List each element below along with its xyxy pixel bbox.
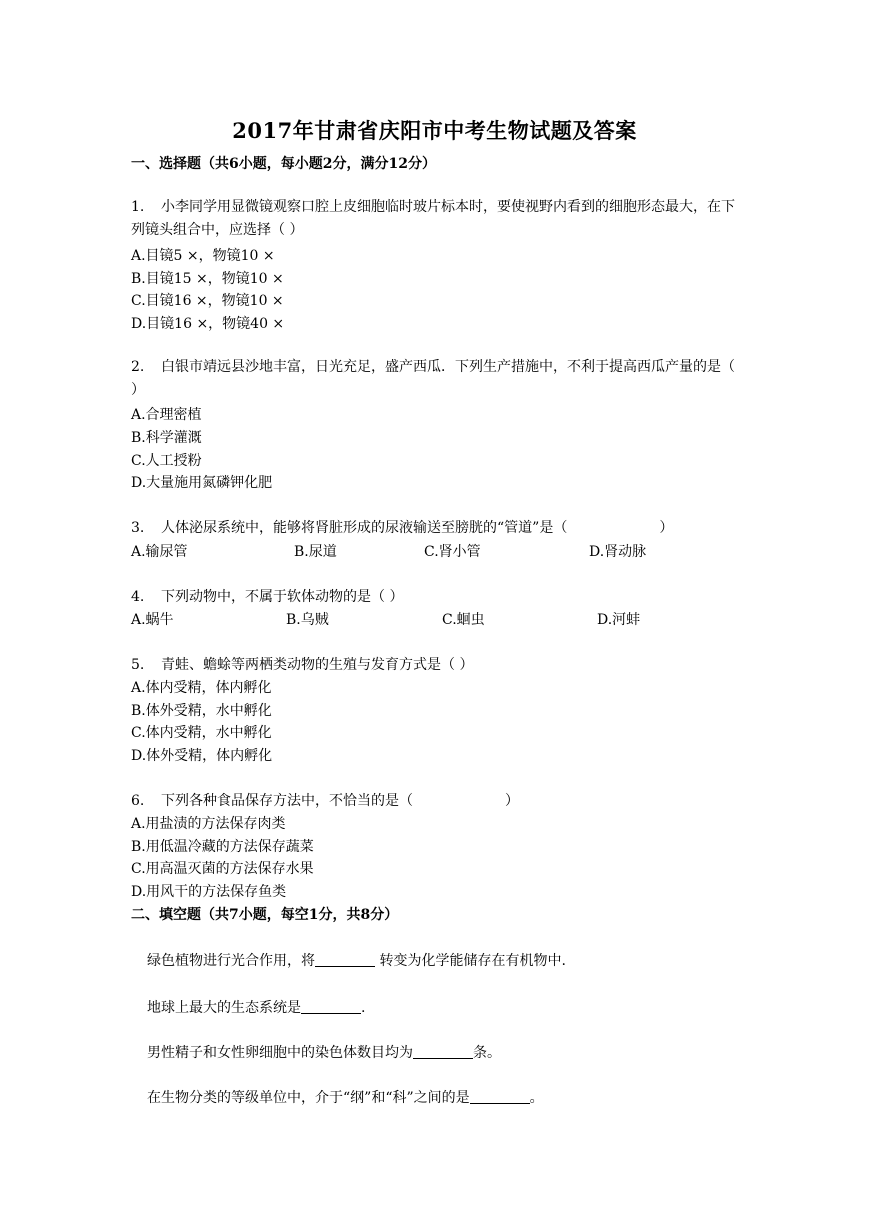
question-number: 4. bbox=[131, 589, 145, 605]
option-c: C.人工授粉 bbox=[131, 453, 202, 469]
question-stem: 小李同学用显微镜观察口腔上皮细胞临时玻片标本时，要使视野内看到的细胞形态最大，在下列镜头组合中，应选择（ ） bbox=[131, 199, 735, 238]
fill-question-4 bbox=[147, 1087, 544, 1107]
fill-text-before: 地球上最大的生态系统是 bbox=[147, 1000, 301, 1016]
question-stem: 下列各种食品保存方法中，不恰当的是（ bbox=[161, 793, 413, 809]
fill-text-after: . bbox=[361, 1000, 366, 1016]
option-b: B.目镜15 ×，物镜10 × bbox=[131, 271, 284, 287]
option-b: B.尿道 bbox=[294, 544, 337, 560]
question-stem-end: ） bbox=[505, 793, 519, 809]
section-fill-heading: 二、填空题（共7小题，每空1分，共8分） bbox=[131, 907, 399, 923]
question-5 bbox=[131, 654, 473, 674]
option-d: D.用风干的方法保存鱼类 bbox=[131, 884, 287, 900]
question-number: 1. bbox=[131, 199, 145, 215]
fill-question-1 bbox=[147, 950, 566, 970]
question-stem: 人体泌尿系统中，能够将肾脏形成的尿液输送至膀胱的“管道”是（ bbox=[161, 520, 568, 536]
option-c: C.蛔虫 bbox=[442, 612, 485, 628]
fill-text-after: 转变为化学能储存在有机物中. bbox=[375, 953, 566, 969]
question-stem: 青蛙、蟾蜍等两栖类动物的生殖与发育方式是（ ） bbox=[161, 657, 474, 673]
answer-blank[interactable] bbox=[301, 999, 361, 1014]
answer-blank[interactable] bbox=[413, 1044, 473, 1059]
page-title: 2017年甘肃省庆阳市中考生物试题及答案 bbox=[232, 118, 637, 143]
question-3 bbox=[131, 517, 673, 537]
option-b: B.体外受精，水中孵化 bbox=[131, 703, 272, 719]
fill-question-3 bbox=[147, 1042, 501, 1062]
option-a: A.目镜5 ×，物镜10 × bbox=[131, 248, 275, 264]
option-d: D.大量施用氮磷钾化肥 bbox=[131, 475, 273, 491]
answer-blank[interactable] bbox=[470, 1089, 530, 1104]
option-a: A.体内受精，体内孵化 bbox=[131, 680, 272, 696]
question-number: 3. bbox=[131, 520, 145, 536]
option-c: C.体内受精，水中孵化 bbox=[131, 725, 272, 741]
option-a: A.输尿管 bbox=[131, 544, 188, 560]
question-1 bbox=[131, 196, 741, 242]
option-c: C.用高温灭菌的方法保存水果 bbox=[131, 861, 314, 877]
option-b: B.科学灌溉 bbox=[131, 430, 202, 446]
question-4 bbox=[131, 586, 403, 606]
option-a: A.用盐渍的方法保存肉类 bbox=[131, 816, 286, 832]
option-b: B.乌贼 bbox=[286, 612, 329, 628]
fill-text-before: 绿色植物进行光合作用，将 bbox=[147, 953, 315, 969]
option-a: A.蜗牛 bbox=[131, 612, 174, 628]
option-a: A.合理密植 bbox=[131, 407, 202, 423]
fill-text-before: 男性精子和女性卵细胞中的染色体数目均为 bbox=[147, 1045, 413, 1061]
question-6 bbox=[131, 790, 519, 810]
question-stem: 下列动物中，不属于软体动物的是（ ） bbox=[161, 589, 404, 605]
option-d: D.体外受精，体内孵化 bbox=[131, 748, 273, 764]
option-d: D.目镜16 ×，物镜40 × bbox=[131, 316, 285, 332]
section-choice-heading: 一、选择题（共6小题，每小题2分，满分12分） bbox=[131, 156, 436, 172]
fill-text-before: 在生物分类的等级单位中，介于“纲”和“科”之间的是 bbox=[147, 1090, 470, 1106]
fill-question-2 bbox=[147, 997, 365, 1017]
option-d: D.肾动脉 bbox=[589, 544, 647, 560]
option-c: C.肾小管 bbox=[424, 544, 481, 560]
question-number: 2. bbox=[131, 359, 145, 375]
question-stem: 白银市靖远县沙地丰富，日光充足，盛产西瓜．下列生产措施中，不利于提高西瓜产量的是（ ） bbox=[131, 359, 735, 398]
fill-text-after: 条。 bbox=[473, 1045, 501, 1061]
option-c: C.目镜16 ×，物镜10 × bbox=[131, 293, 284, 309]
option-b: B.用低温冷藏的方法保存蔬菜 bbox=[131, 839, 314, 855]
option-d: D.河蚌 bbox=[597, 612, 641, 628]
question-number: 5. bbox=[131, 657, 145, 673]
question-stem-end: ） bbox=[659, 520, 674, 536]
fill-text-after: 。 bbox=[529, 1090, 544, 1106]
question-2 bbox=[131, 356, 741, 402]
question-number: 6. bbox=[131, 793, 145, 809]
answer-blank[interactable] bbox=[315, 952, 375, 967]
